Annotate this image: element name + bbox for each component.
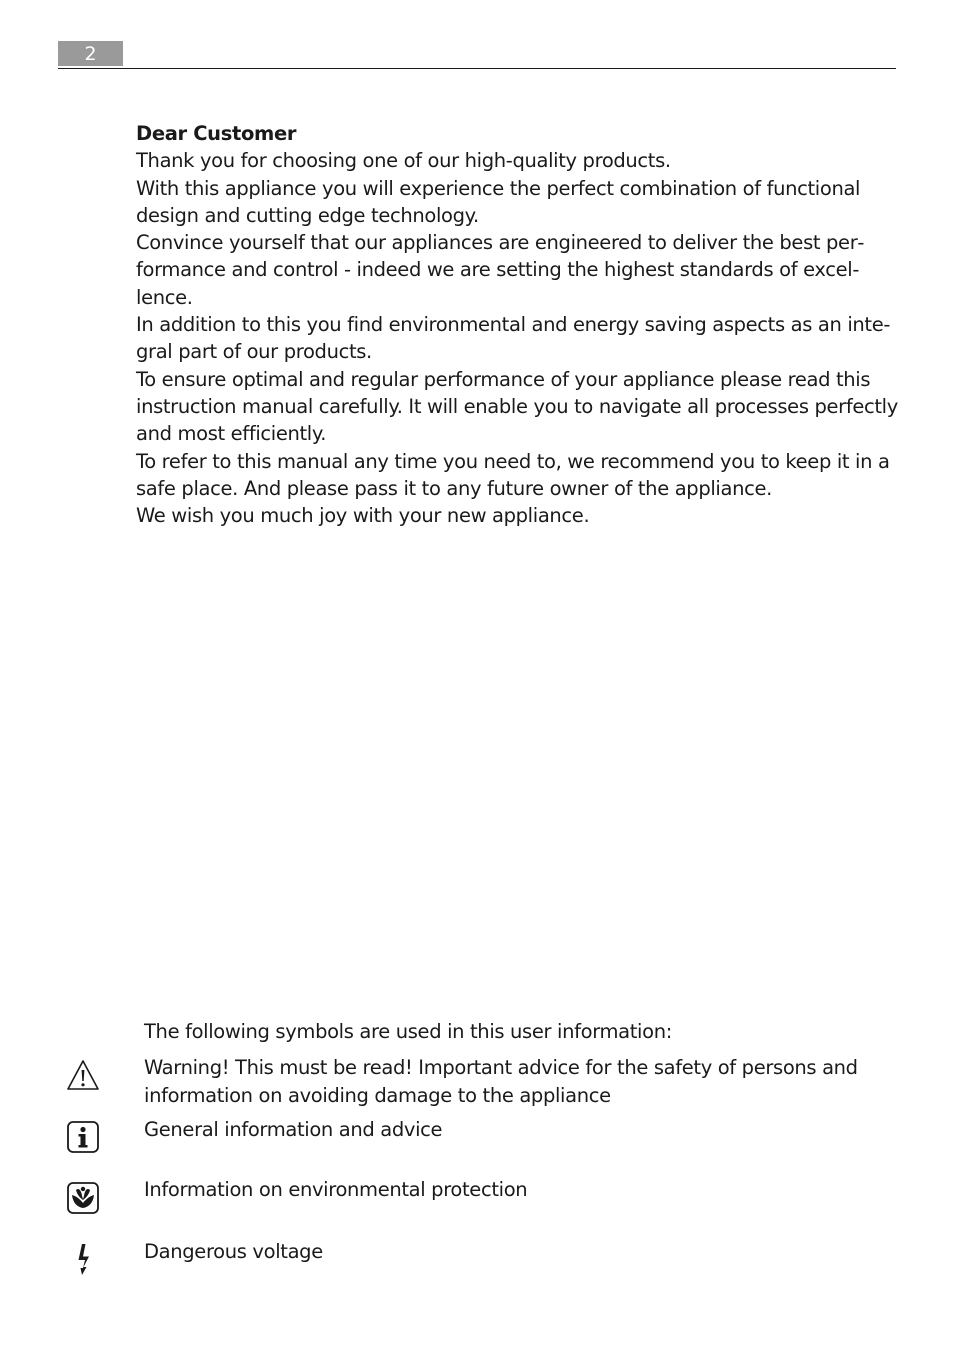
environment-icon: [66, 1181, 100, 1215]
intro-letter: [136, 120, 906, 529]
page-number: 2: [58, 41, 123, 66]
intro-paragraph: Thank you for choosing one of our high-quality products.: [136, 149, 671, 173]
lightning-icon: [66, 1242, 100, 1276]
symbol-text: General information and advice: [144, 1118, 443, 1141]
intro-paragraph: With this appliance you will experience the perfect combination of functional design and cutting edge technology.: [136, 176, 861, 227]
symbol-text: Information on environmental protection: [144, 1178, 528, 1201]
intro-paragraph: To ensure optimal and regular performance of your appliance please read this instruction manual carefully. It will enable you to navigate all processes perfectly and most efficiently.: [136, 367, 898, 446]
intro-paragraph: We wish you much joy with your new appliance.: [136, 504, 590, 528]
symbols-intro: The following symbols are used in this user information:: [144, 1020, 672, 1043]
intro-paragraph: To refer to this manual any time you need to, we recommend you to keep it in a safe place. And please pass it to any future owner of the appliance.: [136, 449, 890, 500]
info-icon: [66, 1120, 100, 1154]
warning-triangle-icon: [66, 1058, 100, 1092]
greeting: Dear Customer: [136, 122, 297, 145]
symbol-text: Dangerous voltage: [144, 1240, 323, 1263]
intro-paragraph: Convince yourself that our appliances are engineered to deliver the best performance and control - indeed we are setting the highest standards of excellence.: [136, 231, 865, 309]
symbol-text: Warning! This must be read! Important advice for the safety of persons and information on avoiding damage to the appliance: [144, 1056, 858, 1107]
intro-paragraph: In addition to this you find environmental and energy saving aspects as an integral part of our products.: [136, 313, 891, 364]
header-rule: [58, 68, 896, 69]
